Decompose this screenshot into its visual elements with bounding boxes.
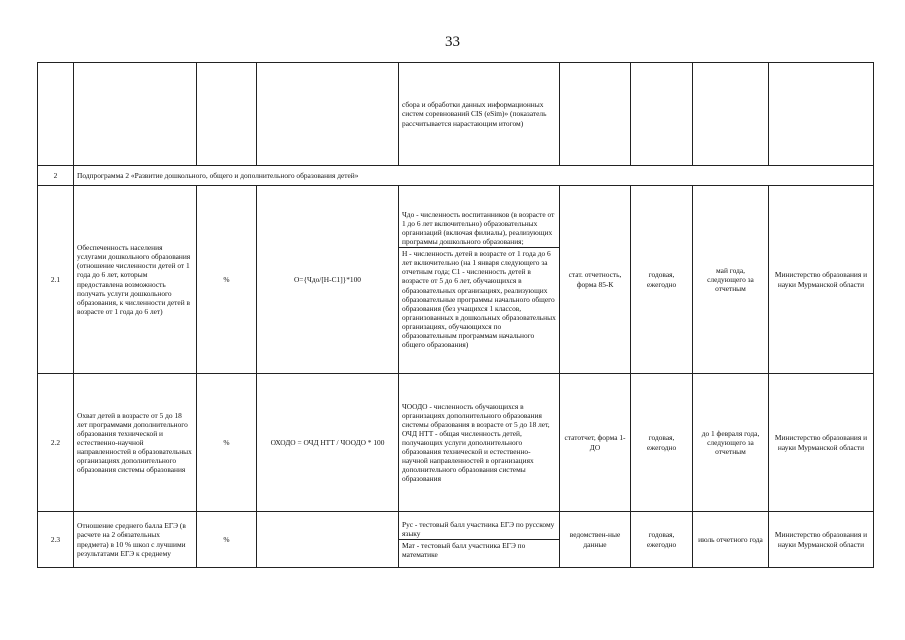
deadline: май года, следующего за отчетным <box>693 186 769 374</box>
indicator-name: Отношение среднего балла ЕГЭ (в расчете на 2 обязательных предмета) в 10 % школ с лучшими результатами ЕГЭ к среднему <box>74 512 197 568</box>
cell-empty <box>631 63 693 166</box>
periodicity: годовая, ежегодно <box>631 374 693 512</box>
unit: % <box>197 186 257 374</box>
indicators-table <box>37 62 874 568</box>
cell-empty <box>257 63 399 166</box>
variables-cell <box>399 512 560 568</box>
data-source: статотчет, форма 1-ДО <box>560 374 631 512</box>
responsible: Министерство образования и науки Мурманской области <box>769 374 874 512</box>
cell-empty <box>693 63 769 166</box>
page-number: 33 <box>445 34 460 50</box>
periodicity: годовая, ежегодно <box>631 512 693 568</box>
section-number: 2 <box>38 166 74 186</box>
variable-description: Рус - тестовый балл участника ЕГЭ по русскому языку <box>402 519 555 538</box>
cell-empty <box>769 63 874 166</box>
formula <box>257 512 399 568</box>
continuation-text: сбора и обработки данных информационных систем соревнований CIS (eSim)» (показатель рассчитывается нарастающим итогом) <box>402 100 547 128</box>
row-number: 2.2 <box>38 374 74 512</box>
periodicity: годовая, ежегодно <box>631 186 693 374</box>
indicator-name: Охват детей в возрасте от 5 до 18 лет программами дополнительного образования технической и естественно-научной направленностей в образовательных организациях дополнительного образования системы образования <box>74 374 197 512</box>
unit: % <box>197 512 257 568</box>
cell-empty <box>38 63 74 166</box>
cell-empty <box>197 63 257 166</box>
section-row <box>38 166 874 186</box>
formula: ОХОДО = ОЧД НТТ / ЧООДО * 100 <box>257 374 399 512</box>
table-row <box>38 186 874 374</box>
variable-description: Чдо - численность воспитанников (в возрасте от 1 до 6 лет включительно) образовательных организаций (включая филиалы), реализующих программы дошкольного образования; <box>402 209 555 247</box>
variables-cell <box>399 374 560 512</box>
data-source: стат. отчетность, форма 85-К <box>560 186 631 374</box>
continuation-vars-cell <box>399 63 560 166</box>
formula: О={Чдо/[Н-С1]}*100 <box>257 186 399 374</box>
table-row <box>38 374 874 512</box>
variables-cell <box>399 186 560 374</box>
variable-description: Мат - тестовый балл участника ЕГЭ по математике <box>399 539 559 559</box>
continuation-row <box>38 63 874 166</box>
variable-description: Н - численность детей в возрасте от 1 года до 6 лет включительно (на 1 января следующего за отчетным года; С1 - численность детей в возрасте от 5 до 6 лет, обучающихся в образовательных организациях, реализующих образовательные программы начального общего образования (без учащихся 1 классов, организованных в дошкольных образовательных организациях, обучающихся по образовательным программам начального общего образования) <box>399 247 559 349</box>
data-source: ведомствен-ные данные <box>560 512 631 568</box>
cell-empty <box>560 63 631 166</box>
row-number: 2.3 <box>38 512 74 568</box>
cell-empty <box>74 63 197 166</box>
section-title: Подпрограмма 2 «Развитие дошкольного, общего и дополнительного образования детей» <box>74 166 874 186</box>
indicator-name: Обеспеченность населения услугами дошкольного образования (отношение численности детей от 1 года до 6 лет, которым предоставлена возможность получать услуги дошкольного образования, к численности детей в возрасте от 1 года до 6 лет) <box>74 186 197 374</box>
variable-description: ЧООДО - численность обучающихся в организациях дополнительного образования системы образования в возрасте от 5 до 18 лет, ОЧД НТТ - общая численность детей, получающих услуги дополнительного образования технической и естественно-научной направленностей в организациях дополнительного образования системы образования <box>402 401 550 484</box>
deadline: до 1 февраля года, следующего за отчетным <box>693 374 769 512</box>
row-number: 2.1 <box>38 186 74 374</box>
responsible: Министерство образования и науки Мурманской области <box>769 186 874 374</box>
responsible: Министерство образования и науки Мурманской области <box>769 512 874 568</box>
unit: % <box>197 374 257 512</box>
deadline: июль отчетного года <box>693 512 769 568</box>
table-row <box>38 512 874 568</box>
